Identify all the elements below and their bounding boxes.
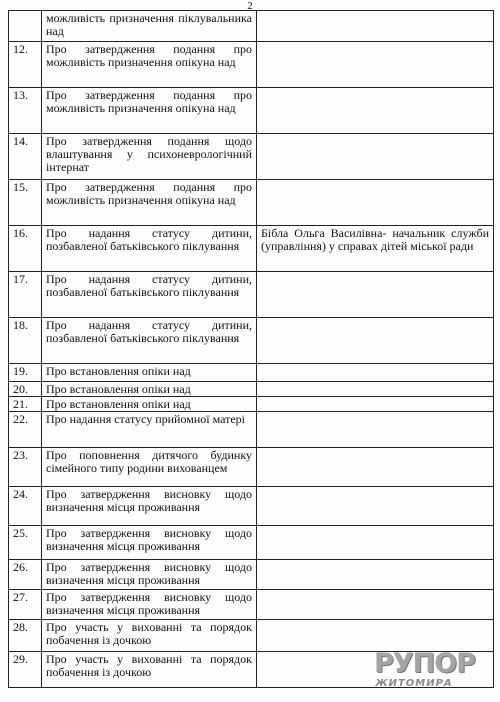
subject-cell: Про поповнення дитячого будинку сімейного типу родини вихованцем [42,448,257,487]
table-row [9,364,494,382]
watermark-logo [374,648,475,696]
row-number-cell: 14. [9,134,42,180]
table-row [9,42,494,88]
watermark-title: РУПОР [374,648,475,679]
table-row [9,397,494,412]
table-row [9,226,494,272]
row-number-cell: 13. [9,88,42,134]
responsible-cell [257,526,494,560]
subject-cell: можливість призначення піклувальника над [42,11,257,42]
subject-cell: Про затвердження висновку щодо визначення місця проживання [42,526,257,560]
row-number-cell: 16. [9,226,42,272]
subject-cell: Про встановлення опіки над [42,382,257,397]
table-row [9,590,494,620]
table-row [9,620,494,652]
responsible-cell [257,11,494,42]
row-number-cell: 21. [9,397,42,412]
subject-cell: Про затвердження висновку щодо визначення місця проживання [42,487,257,526]
row-number-cell: 27. [9,590,42,620]
subject-cell: Про надання статусу прийомної матері [42,412,257,448]
row-number-cell: 12. [9,42,42,88]
row-number-cell: 29. [9,652,42,688]
responsible-cell [257,448,494,487]
responsible-cell [257,42,494,88]
responsible-cell [257,318,494,364]
table-row [9,134,494,180]
subject-cell: Про затвердження висновку щодо визначення місця проживання [42,560,257,590]
subject-cell: Про надання статусу дитини, позбавленої батьківського піклування [42,272,257,318]
responsible-cell [257,382,494,397]
responsible-cell [257,88,494,134]
subject-cell: Про встановлення опіки над [42,364,257,382]
row-number-cell: 23. [9,448,42,487]
row-number-cell: 20. [9,382,42,397]
table-row [9,88,494,134]
page-number: 2 [247,0,253,12]
row-number-cell: 19. [9,364,42,382]
agenda-table [8,10,494,688]
row-number-cell: 26. [9,560,42,590]
subject-cell: Про надання статусу дитини, позбавленої батьківського піклування [42,226,257,272]
row-number-cell: 24. [9,487,42,526]
subject-cell: Про участь у вихованні та порядок побачення із дочкою [42,620,257,652]
watermark-subtitle: ЖИТОМИРА [375,678,453,689]
responsible-cell [257,412,494,448]
responsible-cell: Бібла Ольга Василівна- начальник служби (управління) у справах дітей міської ради [257,226,494,272]
table-row [9,180,494,226]
responsible-cell [257,364,494,382]
table-row [9,272,494,318]
subject-cell: Про затвердження подання про можливість призначення опікуна над [42,42,257,88]
table-row [9,318,494,364]
responsible-cell [257,134,494,180]
row-number-cell: 17. [9,272,42,318]
subject-cell: Про встановлення опіки над [42,397,257,412]
responsible-cell [257,590,494,620]
table-row [9,526,494,560]
responsible-cell [257,487,494,526]
responsible-cell [257,620,494,652]
row-number-cell [9,11,42,42]
row-number-cell: 25. [9,526,42,560]
table-row [9,487,494,526]
subject-cell: Про затвердження подання про можливість призначення опікуна над [42,88,257,134]
subject-cell: Про затвердження подання про можливість призначення опікуна над [42,180,257,226]
subject-cell: Про надання статусу дитини, позбавленої батьківського піклування [42,318,257,364]
responsible-cell [257,180,494,226]
row-number-cell: 28. [9,620,42,652]
table-row [9,560,494,590]
subject-cell: Про затвердження висновку щодо визначення місця проживання [42,590,257,620]
table-row [9,448,494,487]
row-number-cell: 15. [9,180,42,226]
row-number-cell: 18. [9,318,42,364]
agenda-table-body [9,11,494,688]
subject-cell: Про участь у вихованні та порядок побачення із дочкою [42,652,257,688]
table-row [9,412,494,448]
subject-cell: Про затвердження подання щодо влаштування у психоневрологічний інтернат [42,134,257,180]
responsible-cell [257,272,494,318]
row-number-cell: 22. [9,412,42,448]
table-row [9,382,494,397]
responsible-cell [257,560,494,590]
table-row [9,11,494,42]
responsible-cell [257,397,494,412]
